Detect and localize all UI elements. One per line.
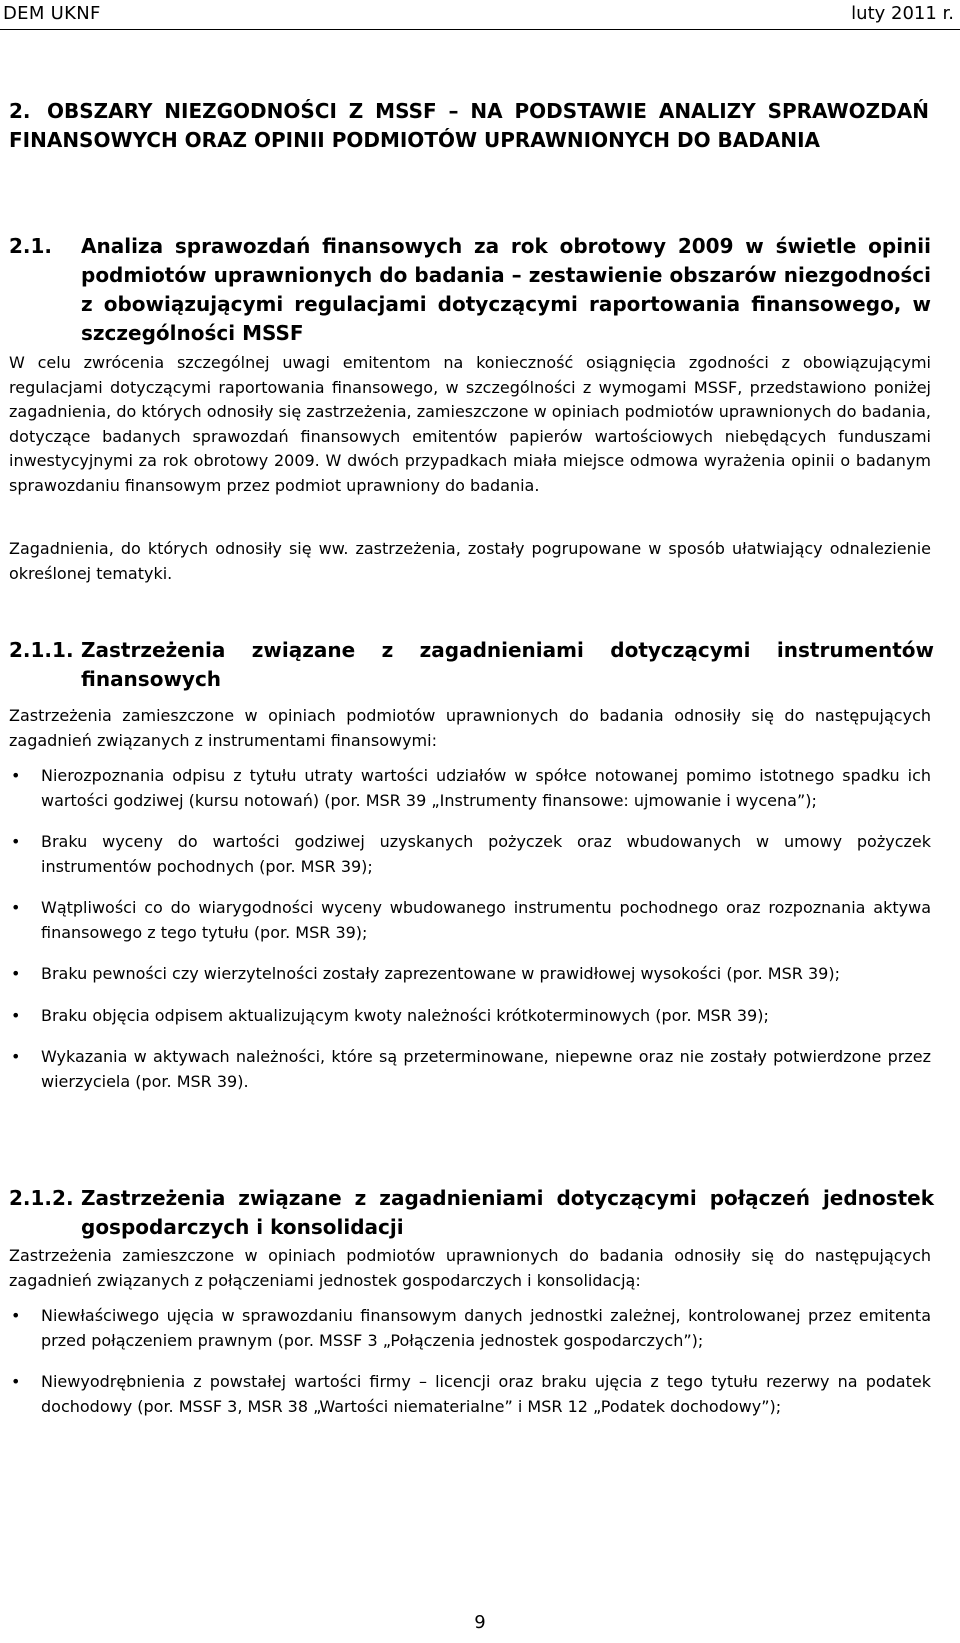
section-2-1-number: 2.1.	[9, 234, 53, 258]
section-2-1-2-number: 2.1.2.	[9, 1186, 74, 1210]
list-item: • Braku objęcia odpisem aktualizującym kwoty należności krótkoterminowych (por. MSR 39);	[9, 1004, 931, 1029]
header-left-text: DEM UKNF	[3, 3, 101, 24]
bullet-icon: •	[11, 766, 21, 785]
bullet-icon: •	[11, 1306, 21, 1325]
bullet-icon: •	[11, 1372, 21, 1391]
list-item: • Nierozpoznania odpisu z tytułu utraty wartości udziałów w spółce notowanej pomimo istotnego spadku ich wartości godziwej (kursu notowań) (por. MSR 39 „Instrumenty finansowe: ujmowanie i wycena”);	[11, 766, 931, 810]
section-2-number: 2.	[9, 99, 31, 123]
list-item: • Braku pewności czy wierzytelności zostały zaprezentowane w prawidłowej wysokości (por. MSR 39);	[9, 962, 931, 987]
bullet-icon: •	[11, 964, 21, 983]
page-header	[0, 3, 960, 30]
list-item: • Wykazania w aktywach należności, które są przeterminowane, niepewne oraz nie zostały potwierdzone przez wierzyciela (por. MSR 39).	[11, 1047, 931, 1091]
section-2-1-2-title: Zastrzeżenia związane z zagadnieniami dotyczącymi połączeń jednostek gospodarczych i konsolidacji	[81, 1186, 934, 1239]
list-item: • Niewłaściwego ujęcia w sprawozdaniu finansowym danych jednostki zależnej, kontrolowanej przez emitenta przed połączeniem prawnym (por. MSSF 3 „Połączenia jednostek gospodarczych”);	[11, 1306, 931, 1350]
section-2-1-paragraph-1: W celu zwrócenia szczególnej uwagi emitentom na konieczność osiągnięcia zgodności z obowiązującymi regulacjami dotyczącymi raportowania finansowego, w szczególności z wymogami MSSF, przedstawiono poniżej zagadnienia, do których odnosiły się zastrzeżenia, zamieszczone w opiniach podmiotów uprawnionych do badania, dotyczące badanych sprawozdań finansowych emitentów papierów wartościowych niebędących funduszami inwestycyjnymi za rok obrotowy 2009. W dwóch przypadkach miała miejsce odmowa wyrażenia opinii o badanym sprawozdaniu finansowym przez podmiot uprawniony do badania.	[9, 353, 931, 495]
section-2-1-title: Analiza sprawozdań finansowych za rok obrotowy 2009 w świetle opinii podmiotów uprawnionych do badania – zestawienie obszarów niezgodności z obowiązującymi regulacjami dotyczącymi raportowania finansowego, w szczególności MSSF	[81, 234, 931, 345]
section-2-1-2-heading	[9, 1184, 934, 1242]
section-2-1-heading	[9, 232, 931, 348]
section-2-heading	[9, 97, 929, 155]
section-2-1-1-number: 2.1.1.	[9, 638, 74, 662]
bullet-icon: •	[11, 1005, 21, 1025]
page-number: 9	[474, 1612, 486, 1633]
section-2-1-paragraph-2: Zagadnienia, do których odnosiły się ww. zastrzeżenia, zostały pogrupowane w sposób ułatwiający odnalezienie określonej tematyki.	[9, 539, 931, 583]
section-2-1-1-title: Zastrzeżenia związane z zagadnieniami dotyczącymi instrumentów finansowych	[81, 638, 934, 691]
section-2-1-1-intro: Zastrzeżenia zamieszczone w opiniach podmiotów uprawnionych do badania odnosiły się do następujących zagadnień związanych z instrumentami finansowymi:	[9, 706, 931, 750]
bullet-icon: •	[11, 1047, 21, 1066]
consolidation-issues-list	[9, 1304, 931, 1419]
list-item: • Niewyodrębnienia z powstałej wartości firmy – licencji oraz braku ujęcia z tego tytułu rezerwy na podatek dochodowy (por. MSSF 3, MSR 38 „Wartości niematerialne” i MSR 12 „Podatek dochodowy”);	[11, 1372, 931, 1416]
bullet-icon: •	[11, 898, 21, 917]
section-2-1-2-intro: Zastrzeżenia zamieszczone w opiniach podmiotów uprawnionych do badania odnosiły się do następujących zagadnień związanych z połączeniami jednostek gospodarczych i konsolidacją:	[9, 1246, 931, 1290]
section-2-1-1-heading	[9, 636, 934, 694]
list-item: • Braku wyceny do wartości godziwej uzyskanych pożyczek oraz wbudowanych w umowy pożyczek instrumentów pochodnych (por. MSR 39);	[11, 832, 931, 876]
list-item: • Wątpliwości co do wiarygodności wyceny wbudowanego instrumentu pochodnego oraz rozpoznania aktywa finansowego z tego tytułu (por. MSR 39);	[11, 898, 931, 942]
bullet-icon: •	[11, 832, 21, 851]
instrument-issues-list	[9, 764, 931, 1094]
header-date: luty 2011 r.	[851, 3, 954, 24]
section-2-title: OBSZARY NIEZGODNOŚCI Z MSSF – NA PODSTAWIE ANALIZY SPRAWOZDAŃ FINANSOWYCH ORAZ OPINII PODMIOTÓW UPRAWNIONYCH DO BADANIA	[9, 99, 929, 152]
